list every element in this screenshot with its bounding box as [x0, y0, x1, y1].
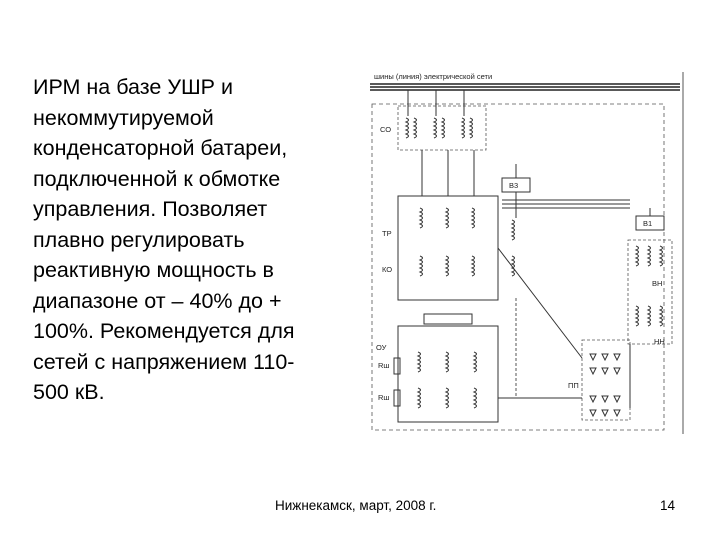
slide-footer: Нижнекамск, март, 2008 г.: [275, 498, 437, 513]
label-rsh-1: Rш: [378, 361, 390, 370]
label-ou: ОУ: [376, 343, 387, 352]
circuit-diagram: [362, 68, 688, 440]
label-pp: ПП: [568, 381, 579, 390]
page-number: 14: [660, 498, 676, 513]
label-rsh-2: Rш: [378, 393, 390, 402]
label-vn: ВН: [652, 279, 663, 288]
diagram-header: шины (линия) электрической сети: [374, 72, 493, 81]
label-co: СО: [380, 125, 392, 134]
slide-body-text: ИРМ на базе УШР и некоммутируемой конденсаторной батареи, подключенной к обмотке управления. Позволяет плавно регулировать реактивную мощность в диапазоне от – 40% до + 100%. Рекомендуется для сетей с напряжением 110- 500 кВ.: [33, 75, 295, 404]
label-nn: НН: [654, 337, 665, 346]
label-ko: КО: [382, 265, 393, 274]
label-tr: ТР: [382, 229, 392, 238]
label-v3: В3: [509, 181, 519, 190]
label-v1: В1: [643, 219, 653, 228]
